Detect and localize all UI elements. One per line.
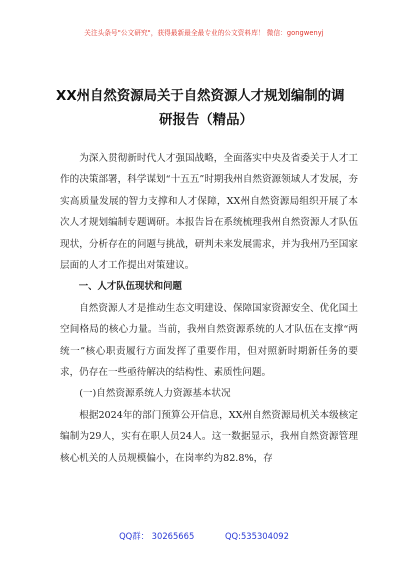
qq-group-label: QQ群： 30265665 [119,531,195,541]
document-title [56,85,356,133]
title-line-2: 研报告（精品） [159,113,253,128]
title-line-1: XX州自然资源局关于自然资源人才规划编制的调 [56,89,345,104]
promo-banner: 关注头条号"公文研究"，获得最新最全最专业的公文资料库！ 微信：gongwenyj [84,29,324,37]
footer-contact [0,530,408,542]
document-body [60,148,358,469]
qq-number-label: QQ:535304092 [224,531,289,541]
intro-paragraph: 为深入贯彻新时代人才强国战略，全面落实中央及省委关于人才工作的决策部署，科学谋划“十五五”时期我州自然资源领域人才发展，夯实高质量发展的智力支撑和人才保障，XX州自然资源局组织开展了本次人才规划编制专题调研。本报告旨在系统梳理我州自然资源人才队伍现状，分析存在的问题与挑战，研判未来发展需求，并为我州乃至国家层面的人才工作提出对策建议。 [60,153,358,272]
subsection-heading: (一)自然资源系统人力资源基本状况 [79,388,231,400]
section-heading: 一、人才队伍现状和问题 [78,281,182,293]
section-paragraph: 自然资源人才是推动生态文明建设、保障国家资源安全、优化国土空间格局的核心力量。当前，我州自然资源系统的人才队伍在支撑“两统一”核心职责履行方面发挥了重要作用，但对照新时期新任务的要求，仍存在一些亟待解决的结构性、素质性问题。 [60,302,358,379]
subsection-paragraph: 根据2024年的部门预算公开信息，XX州自然资源局机关本级核定编制为29人，实有在职人员24人。这一数据显示，我州自然资源管理核心机关的人员规模偏小，在岗率约为82.8%，存 [60,409,358,464]
